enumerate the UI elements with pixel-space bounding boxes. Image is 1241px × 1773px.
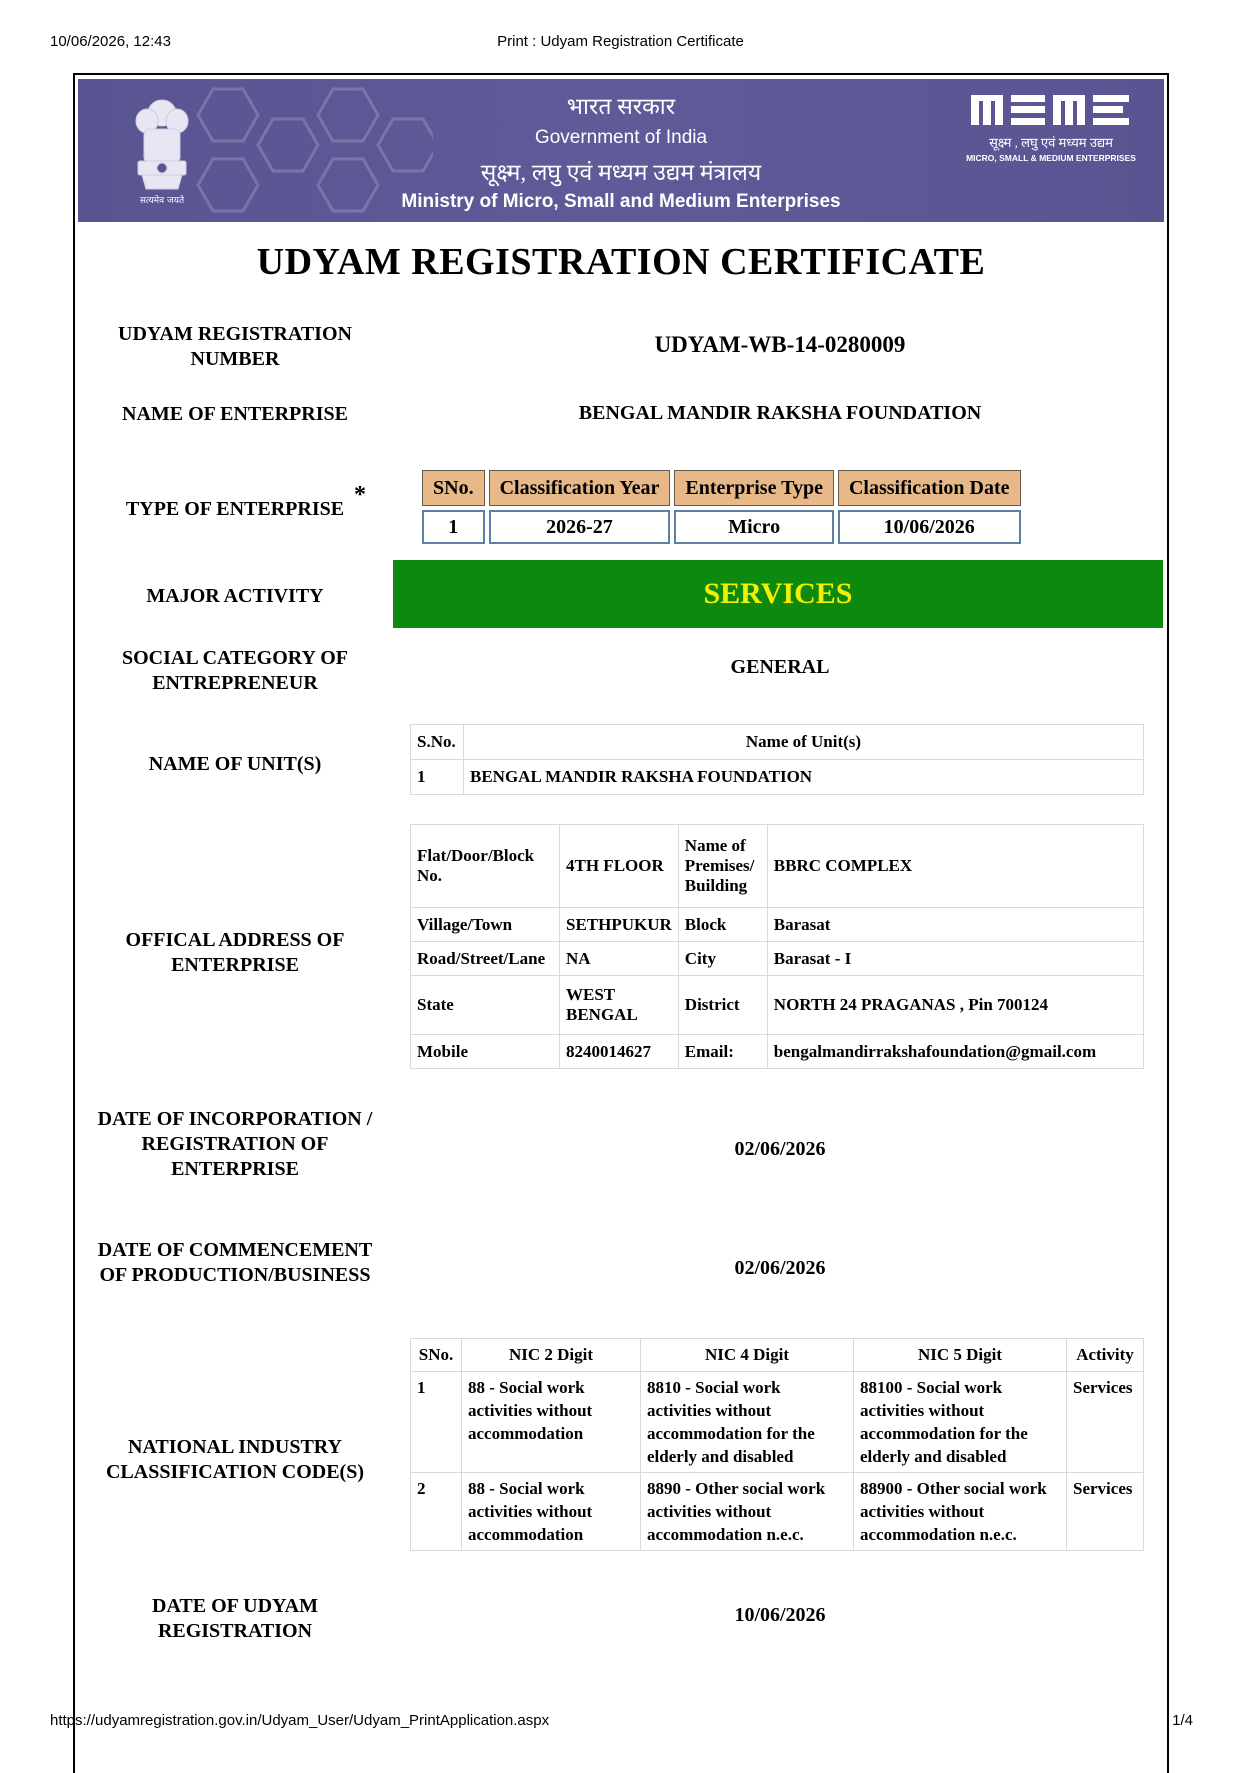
type-header-sno: SNo. <box>422 470 485 506</box>
table-row <box>411 942 1144 976</box>
commencement-date-label: DATE OF COMMENCEMENT OF PRODUCTION/BUSINESS <box>97 1239 373 1286</box>
nic-cell-2digit: 88 - Social work activities without accommodation <box>462 1372 641 1473</box>
print-url: https://udyamregistration.gov.in/Udyam_User/Udyam_PrintApplication.aspx <box>50 1712 550 1729</box>
addr-block-label: Block <box>679 908 768 942</box>
udyam-date-label: DATE OF UDYAM REGISTRATION <box>152 1595 318 1642</box>
type-header-year: Classification Year <box>489 470 671 506</box>
msme-wordmark-logo <box>969 89 1133 129</box>
major-activity-label: MAJOR ACTIVITY <box>146 585 324 607</box>
emblem-caption: सत्यमेव जयते <box>139 196 185 206</box>
table-row <box>411 908 1144 942</box>
asterisk-mark: * <box>354 482 366 508</box>
units-table <box>410 724 1144 795</box>
print-datetime: 10/06/2026, 12:43 <box>50 33 171 50</box>
addr-state-label: State <box>411 976 560 1035</box>
addr-state: WEST BENGAL <box>560 976 679 1035</box>
addr-email-label: Email: <box>679 1035 768 1069</box>
type-cell-sno: 1 <box>422 510 485 544</box>
addr-district-label: District <box>679 976 768 1035</box>
units-header-sno: S.No. <box>411 725 464 760</box>
type-header-type: Enterprise Type <box>674 470 834 506</box>
incorporation-date: 02/06/2026 <box>734 1138 826 1160</box>
addr-block: Barasat <box>768 908 1144 942</box>
units-cell-sno: 1 <box>411 760 464 795</box>
addr-district: NORTH 24 PRAGANAS , Pin 700124 <box>768 976 1144 1035</box>
type-cell-year: 2026-27 <box>489 510 671 544</box>
addr-premises-label: Name of Premises/ Building <box>679 825 768 908</box>
social-category-label: SOCIAL CATEGORY OF ENTREPRENEUR <box>122 647 348 694</box>
hindi-govt-text: भारत सरकार <box>566 94 676 119</box>
print-title: Print : Udyam Registration Certificate <box>497 33 744 50</box>
nic-header-activity: Activity <box>1067 1339 1144 1372</box>
addr-village-label: Village/Town <box>411 908 560 942</box>
enterprise-type-table <box>418 466 1025 548</box>
hindi-ministry-text: सूक्ष्म, लघु एवं मध्यम उद्यम मंत्रालय <box>480 160 762 185</box>
type-cell-type: Micro <box>674 510 834 544</box>
addr-premises: BBRC COMPLEX <box>768 825 1144 908</box>
nic-table <box>410 1338 1144 1551</box>
nic-cell-activity: Services <box>1067 1372 1144 1473</box>
addr-road-label: Road/Street/Lane <box>411 942 560 976</box>
addr-email: bengalmandirrakshafoundation@gmail.com <box>768 1035 1144 1069</box>
nic-header-4digit: NIC 4 Digit <box>641 1339 854 1372</box>
enterprise-name: BENGAL MANDIR RAKSHA FOUNDATION <box>578 402 982 424</box>
major-activity-banner: SERVICES <box>393 560 1163 628</box>
page-number: 1/4 <box>1172 1712 1193 1729</box>
nic-cell-sno: 2 <box>411 1473 462 1551</box>
social-category-value: GENERAL <box>730 656 830 678</box>
english-govt-text: Government of India <box>534 127 708 148</box>
msme-logo <box>966 89 1136 179</box>
addr-road: NA <box>560 942 679 976</box>
msme-english-tagline: MICRO, SMALL & MEDIUM ENTERPRISES <box>966 153 1136 163</box>
udyam-registration-date: 10/06/2026 <box>734 1604 826 1626</box>
nic-cell-2digit: 88 - Social work activities without accommodation <box>462 1473 641 1551</box>
addr-city-label: City <box>679 942 768 976</box>
nic-cell-5digit: 88900 - Other social work activities without accommodation n.e.c. <box>854 1473 1067 1551</box>
nic-header-2digit: NIC 2 Digit <box>462 1339 641 1372</box>
incorporation-date-label: DATE OF INCORPORATION / REGISTRATION OF ENTERPRISE <box>97 1108 373 1180</box>
ent-type-label: TYPE OF ENTERPRISE <box>125 498 345 520</box>
table-row <box>411 825 1144 908</box>
table-row <box>411 976 1144 1035</box>
reg-no-label: UDYAM REGISTRATION NUMBER <box>118 323 352 370</box>
nic-header-5digit: NIC 5 Digit <box>854 1339 1067 1372</box>
nic-cell-activity: Services <box>1067 1473 1144 1551</box>
nic-cell-sno: 1 <box>411 1372 462 1473</box>
type-header-date: Classification Date <box>838 470 1021 506</box>
msme-hindi-tagline: सूक्ष्म , लघु एवं मध्यम उद्यम <box>989 135 1113 150</box>
nic-cell-4digit: 8890 - Other social work activities without accommodation n.e.c. <box>641 1473 854 1551</box>
units-cell-name: BENGAL MANDIR RAKSHA FOUNDATION <box>464 760 1144 795</box>
registration-number: UDYAM-WB-14-0280009 <box>654 332 906 357</box>
table-row <box>411 760 1144 795</box>
type-cell-date: 10/06/2026 <box>838 510 1021 544</box>
table-row <box>411 1372 1144 1473</box>
units-header-name: Name of Unit(s) <box>464 725 1144 760</box>
address-table <box>410 824 1144 1069</box>
address-label: OFFICAL ADDRESS OF ENTERPRISE <box>125 929 345 976</box>
table-row <box>411 1035 1144 1069</box>
government-banner <box>78 79 1164 222</box>
addr-city: Barasat - I <box>768 942 1144 976</box>
addr-flat: 4TH FLOOR <box>560 825 679 908</box>
commencement-date: 02/06/2026 <box>734 1257 826 1279</box>
nic-cell-4digit: 8810 - Social work activities without accommodation for the elderly and disabled <box>641 1372 854 1473</box>
certificate-title: UDYAM REGISTRATION CERTIFICATE <box>256 241 986 283</box>
nic-header-sno: SNo. <box>411 1339 462 1372</box>
units-label: NAME OF UNIT(S) <box>148 753 322 775</box>
addr-village: SETHPUKUR <box>560 908 679 942</box>
english-ministry-text: Ministry of Micro, Small and Medium Enterprises <box>401 191 841 212</box>
table-row <box>411 1473 1144 1551</box>
addr-mobile-label: Mobile <box>411 1035 560 1069</box>
addr-flat-label: Flat/Door/Block No. <box>411 825 560 908</box>
ent-name-label: NAME OF ENTERPRISE <box>122 403 348 425</box>
nic-label: NATIONAL INDUSTRY CLASSIFICATION CODE(S) <box>105 1436 364 1483</box>
nic-cell-5digit: 88100 - Social work activities without accommodation for the elderly and disabled <box>854 1372 1067 1473</box>
addr-mobile: 8240014627 <box>560 1035 679 1069</box>
